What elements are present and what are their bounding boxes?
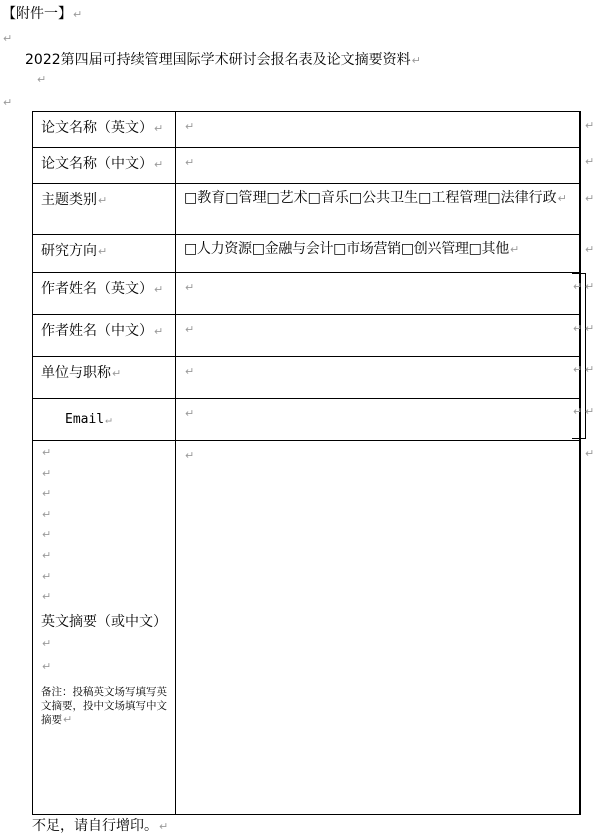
abstract-label: 英文摘要（或中文）↵ [41, 613, 167, 650]
email-label: Email↵ [33, 399, 176, 441]
paragraph-mark: ↵ [573, 405, 583, 418]
paragraph-mark: ↵ [585, 119, 595, 132]
paper-title-en-field[interactable]: ↵ [176, 112, 581, 148]
author-name-cn-label: 作者姓名（中文）↵ [33, 315, 176, 357]
registration-form-table [32, 111, 581, 815]
paragraph-mark: ↵ [42, 590, 52, 604]
paragraph-mark: ↵ [42, 528, 52, 542]
paragraph-mark: ↵ [585, 243, 595, 256]
paragraph-mark: ↵ [411, 54, 421, 67]
research-direction-label: 研究方向↵ [33, 235, 176, 273]
paragraph-mark: ↵ [585, 363, 595, 376]
paragraph-mark: ↵ [42, 659, 52, 673]
paragraph-mark: ↵ [42, 446, 52, 459]
topic-category-label: 主题类别↵ [33, 184, 176, 235]
paragraph-mark: ↵ [585, 192, 595, 205]
email-field[interactable]: ↵ [176, 399, 581, 441]
research-direction-options[interactable]: □人力资源□金融与会计□市场营销□创兴管理□其他↵ [176, 235, 581, 273]
topic-category-options[interactable]: □教育□管理□艺术□音乐□公共卫生□工程管理□法律行政↵ [176, 184, 581, 235]
affiliation-title-field[interactable]: ↵ [176, 357, 581, 399]
affiliation-title-label: 单位与职称↵ [33, 357, 176, 399]
paper-title-cn-label: 论文名称（中文）↵ [33, 148, 176, 184]
paragraph-mark: ↵ [42, 569, 52, 583]
paragraph-mark: ↵ [585, 280, 595, 293]
paragraph-mark: ↵ [573, 322, 583, 335]
paragraph-mark: ↵ [42, 487, 52, 501]
abstract-note: 备注：投稿英文场写填写英文摘要，投中文场填写中文摘要↵ [41, 685, 167, 726]
paragraph-mark: ↵ [3, 96, 13, 109]
attachment-label: 【附件一】↵ [2, 6, 83, 22]
paragraph-mark: ↵ [42, 507, 52, 521]
paragraph-mark: ↵ [42, 466, 52, 480]
document-title: 2022第四届可持续管理国际学术研讨会报名表及论文摘要资料↵ [25, 52, 421, 68]
footer-note: 不足，请自行增印。↵ [32, 818, 169, 834]
paragraph-mark: ↵ [573, 280, 583, 293]
abstract-label-cell [33, 441, 176, 815]
paper-title-cn-field[interactable]: ↵ [176, 148, 581, 184]
abstract-field[interactable]: ↵ [176, 441, 581, 815]
paragraph-mark: ↵ [585, 155, 595, 168]
paragraph-mark: ↵ [585, 322, 595, 335]
paragraph-mark: ↵ [37, 73, 47, 86]
paragraph-mark: ↵ [585, 405, 595, 418]
paragraph-mark: ↵ [585, 447, 595, 460]
paragraph-mark: ↵ [73, 8, 83, 21]
paragraph-mark: ↵ [42, 548, 52, 562]
author-name-cn-field[interactable]: ↵ [176, 315, 581, 357]
paragraph-mark: ↵ [573, 363, 583, 376]
paper-title-en-label: 论文名称（英文）↵ [33, 112, 176, 148]
author-name-en-field[interactable]: ↵ [176, 273, 581, 315]
author-name-en-label: 作者姓名（英文）↵ [33, 273, 176, 315]
table-outer-right-border [579, 111, 581, 814]
paragraph-mark: ↵ [159, 820, 169, 833]
paragraph-mark: ↵ [3, 32, 13, 45]
